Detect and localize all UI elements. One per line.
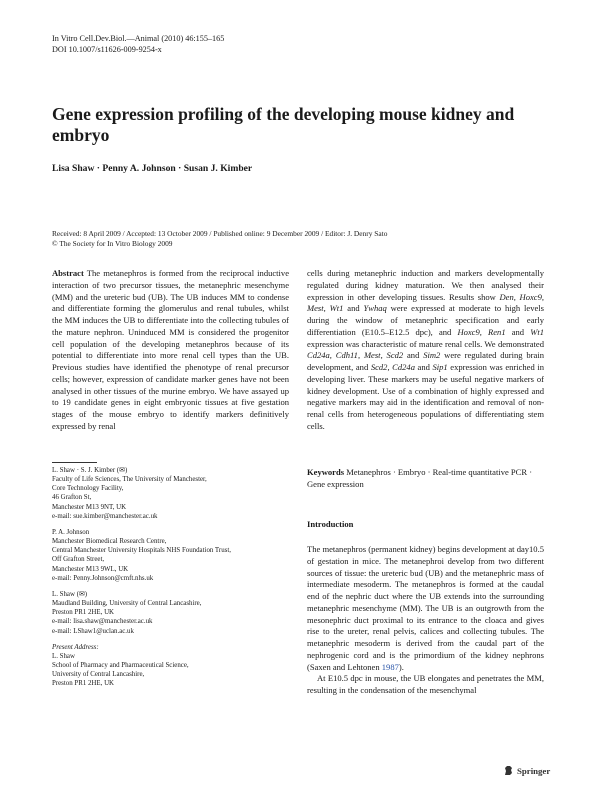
affiliation-block-2 [52,528,302,583]
affiliation-email[interactable]: e-mail: LShaw1@uclan.ac.uk [52,627,134,635]
affiliation-line: Maudland Building, University of Central Lancashire, [52,600,202,608]
publication-history [52,229,552,248]
present-address-label: Present Address: [52,643,99,651]
affiliation-line: Faculty of Life Sciences, The University of Manchester, [52,476,207,484]
affiliation-authors: L. Shaw · S. J. Kimber (✉) [52,467,128,474]
affiliation-line: Preston PR1 2HE, UK [52,680,115,688]
introduction-paragraph-1 [307,544,544,673]
gene-name: Cd24a [307,350,330,361]
springer-horse-icon [503,765,514,776]
gene-name: Ywhaq [363,303,387,314]
affiliation-line: Manchester M13 9NT, UK [52,503,127,511]
abstract-right-column [307,268,544,433]
separator: , [357,350,364,361]
affiliation-line: 46 Grafton St, [52,494,92,502]
abstract-text: cells during metanephric induction and markers developmentally regulated during kidney maturation. We then analysed their expression in other developing tissues. Results show [307,268,544,302]
gene-name: Sim2 [423,350,441,361]
gene-name: Hoxc9 [457,326,480,337]
affiliation-line: Core Technology Facility, [52,485,124,493]
intro-text: ). [398,661,404,672]
affiliation-line: Manchester Biomedical Research Centre, [52,538,167,546]
gene-name: Scd2 [386,350,404,361]
affiliation-line: Off Grafton Street, [52,556,105,564]
affiliation-line: Preston PR1 2HE, UK [52,609,115,617]
abstract-text: expression was enriched in developing liver. These markers may be useful negative markers of kidney development. Use of a combination of highly expressed and negative markers may aid in the identification and removal of non-renal cells from heterogeneous populations of differentiating stem cells. [307,362,544,431]
gene-name: Scd2 [370,362,388,372]
introduction-paragraph-2: At E10.5 dpc in mouse, the UB elongates and penetrates the MM, resulting in the condensation of the mesenchymal [307,673,544,695]
gene-name: Mest [363,350,381,361]
separator: and [403,350,424,361]
affiliation-email[interactable]: e-mail: lisa.shaw@manchester.ac.uk [52,618,153,626]
citation-link[interactable]: 1987 [381,661,399,672]
article-title: Gene expression profiling of the developing mouse kidney and embryo [52,104,515,145]
separator: and [343,303,364,314]
affiliation-block-3 [52,590,302,636]
keywords-text: Metanephros · Embryo · Real-time quantitative PCR · Gene expression [307,467,533,489]
gene-name: Cdh11 [335,350,358,361]
gene-name: Ren1 [488,326,506,337]
copyright-notice: © The Society for In Vitro Biology 2009 [52,238,173,248]
separator: , [513,291,520,302]
gene-name: Wt1 [329,303,344,314]
gene-name: Sip1 [432,362,448,372]
separator: , [387,362,393,372]
gene-name: Hoxc9 [519,291,542,302]
separator: , [541,291,544,302]
gene-name: Cd24a [392,362,415,372]
affiliation-line: School of Pharmacy and Pharmaceutical Science, [52,661,189,669]
affiliation-block-4 [52,643,302,689]
affiliation-authors: P. A. Johnson [52,528,90,536]
introduction-heading: Introduction [307,519,354,529]
separator: , [479,326,489,337]
affiliation-email[interactable]: e-mail: sue.kimber@manchester.ac.uk [52,512,158,520]
abstract-text: expression was characteristic of mature renal cells. We demonstrated [307,338,544,349]
publisher-logo [503,765,550,776]
abstract-text: were regulated during brain development, and [307,350,544,372]
footnote-divider [52,462,97,463]
affiliation-authors: L. Shaw (✉) [52,590,88,598]
abstract-text: were expressed at moderate to high levels during the window of metanephric specification and early differentiation (E10.5–E12.5 dpc), and [307,303,544,337]
abstract-paragraph [52,268,289,433]
abstract-text-left: The metanephros is formed from the reciprocal inductive interaction of two precursor tissues, the metanephric mesenchyme (MM) and the ureteric bud (UB). The UB induces MM to condense and differentiate forming the glomerulus and renal tubules, whilst the MM induces the UB to differentiate into the collecting tubules of the mature nephron. Uninduced MM is considered the progenitor cell population of the developing metanephros because of its potential to differentiate into more renal cell types than the UB. Previous studies have identified the phenotype of renal precursor cells; however, expression of candidate marker genes have not been analysed in other tissues of the murine embryo. We have assayed up to 19 candidate genes in eight embryonic tissues at five gestation stages of the mouse embryo to identify markers definitively expressed by renal [52,268,289,431]
received-dates: Received: 8 April 2009 / Accepted: 13 October 2009 / Published online: 9 December 2009 / Editor: J. Denry Sato [52,229,388,238]
gene-name: Den [499,291,514,302]
intro-text: The metanephros (permanent kidney) begins development at day10.5 of gestation in mice. The metanephroi develop from two different sources of tissue: the ureteric bud (UB) and the metanephric mass of intermediate mesoderm. The metanephros is formed at the caudal end of the nephric duct where the UB extends into the surrounding metanephric mesenchyme (MM). The UB is an outgrowth from the mesonephric duct proximal to its entrance to the cloaca and gives rise to the ureter, renal pelvis, calices and collecting tubules. The metanephric mesoderm is derived from the caudal part of the nephrogenic cord and is the primordium of the kidney nephrons (Saxen and Lehtonen [307,544,544,672]
separator: and [414,362,433,372]
abstract-continuation [307,268,544,433]
separator: and [505,326,531,337]
doi: DOI 10.1007/s11626-009-9254-x [52,44,162,54]
gene-name: Wt1 [530,326,544,337]
abstract-left-column [52,268,289,433]
journal-header [52,34,224,55]
affiliation-block-1 [52,466,302,521]
affiliation-line: Central Manchester University Hospitals NHS Foundation Trust, [52,547,231,555]
abstract-label: Abstract [52,268,84,278]
author-list: Lisa Shaw · Penny A. Johnson · Susan J. Kimber [52,163,253,174]
keywords-label: Keywords [307,467,345,477]
affiliation-authors: L. Shaw [52,652,75,660]
affiliation-email[interactable]: e-mail: Penny.Johnson@cmft.nhs.uk [52,574,154,582]
affiliations [52,466,302,695]
separator: , [323,303,330,314]
publisher-name: Springer [517,765,551,776]
gene-name: Mest [307,303,324,314]
journal-citation: In Vitro Cell.Dev.Biol.—Animal (2010) 46:155–165 [52,34,225,43]
keywords [307,467,544,491]
separator: , [329,350,336,361]
affiliation-line: University of Central Lancashire, [52,671,145,679]
affiliation-line: Manchester M13 9WL, UK [52,565,129,573]
separator: , [380,350,387,361]
introduction-body [307,544,544,697]
